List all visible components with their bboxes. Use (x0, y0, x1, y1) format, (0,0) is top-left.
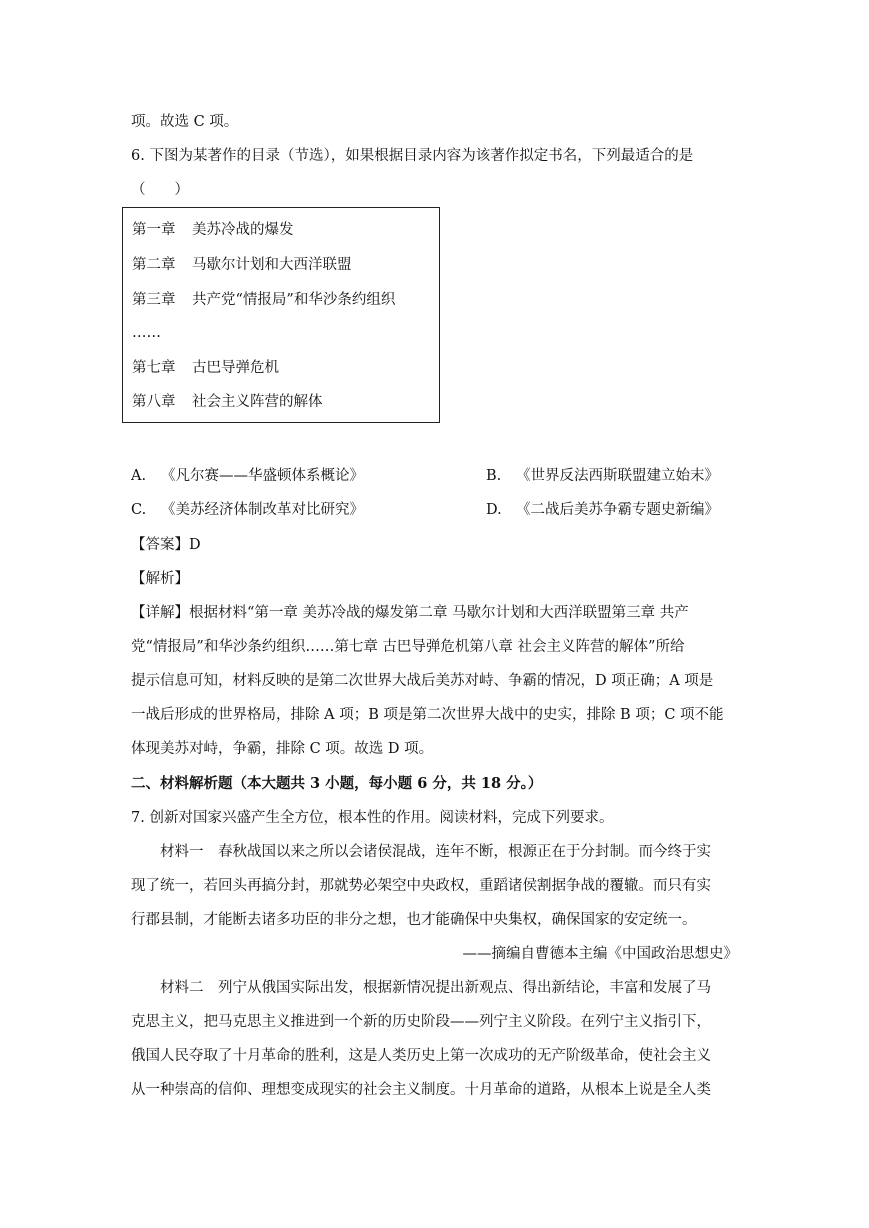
detail-line: 体现美苏对峙，争霸，排除 C 项。故选 D 项。 (131, 741, 434, 757)
detail-line: 提示信息可知，材料反映的是第二次世界大战后美苏对峙、争霸的情况，D 项正确；A 项是 (131, 673, 714, 689)
material-1-source: ——摘编自曹德本主编《中国政治思想史》 (462, 946, 738, 962)
toc-chapter-title: 美苏冷战的爆发 (192, 222, 294, 238)
material-2-line: 材料二 列宁从俄国实际出发，根据新情况提出新观点、得出新结论，丰富和发展了马 (160, 980, 711, 996)
option-label: C. (131, 502, 147, 518)
option-label: A. (131, 468, 147, 484)
material-1-line: 现了统一，若回头再搞分封，那就势必架空中央政权，重蹈诸侯割据争战的覆辙。而只有实 (131, 878, 711, 894)
toc-chapter-title: 社会主义阵营的解体 (192, 394, 323, 410)
toc-chapter-number: 第七章 (132, 360, 176, 376)
option-a (131, 466, 364, 486)
option-label: D. (486, 502, 502, 518)
option-label: B. (486, 468, 502, 484)
option-b (486, 466, 719, 486)
table-of-contents-box (122, 207, 440, 423)
toc-item (132, 255, 352, 275)
toc-item (132, 392, 323, 412)
toc-item (132, 358, 279, 378)
toc-chapter-number: 第一章 (132, 222, 176, 238)
material-1-line: 材料一 春秋战国以来之所以会诸侯混战，连年不断，根源正在于分封制。而今终于实 (160, 844, 711, 860)
toc-chapter-number: 第八章 (132, 394, 176, 410)
toc-chapter-title: 马歇尔计划和大西洋联盟 (192, 257, 352, 273)
toc-chapter-title: 古巴导弹危机 (192, 360, 279, 376)
option-text: 《美苏经济体制改革对比研究》 (161, 502, 364, 518)
material-1-line: 行郡县制，才能断去诸多功臣的非分之想，也才能确保中央集权，确保国家的安定统一。 (131, 912, 697, 928)
option-text: 《二战后美苏争霸专题史新编》 (516, 502, 719, 518)
material-2-line: 从一种崇高的信仰、理想变成现实的社会主义制度。十月革命的道路，从根本上说是全人类 (131, 1082, 711, 1098)
question-6-stem: 6. 下图为某著作的目录（节选），如果根据目录内容为该著作拟定书名，下列最适合的是 (131, 148, 694, 164)
section-2-heading: 二、材料解析题（本大题共 3 小题，每小题 6 分，共 18 分。） (131, 775, 543, 792)
option-text: 《世界反法西斯联盟建立始末》 (516, 468, 719, 484)
detail-line: 党“情报局”和华沙条约组织……第七章 古巴导弹危机第八章 社会主义阵营的解体”所给 (131, 639, 685, 655)
option-d (486, 500, 719, 520)
option-c (131, 500, 364, 520)
question-7-stem: 7. 创新对国家兴盛产生全方位，根本性的作用。阅读材料，完成下列要求。 (131, 810, 614, 826)
previous-answer-tail: 项。故选 C 项。 (131, 114, 239, 130)
toc-ellipsis (132, 323, 161, 343)
toc-item (132, 220, 294, 240)
detail-line: 【详解】根据材料“第一章 美苏冷战的爆发第二章 马歇尔计划和大西洋联盟第三章 共产 (131, 605, 689, 621)
toc-chapter-number: 第三章 (132, 292, 176, 308)
question-6-stem-bracket: （ ） (131, 182, 189, 198)
toc-chapter-title: 共产党“情报局”和华沙条约组织 (192, 292, 396, 308)
toc-ellipsis-text: …… (132, 325, 161, 341)
material-2-line: 克思主义，把马克思主义推进到一个新的历史阶段——列宁主义阶段。在列宁主义指引下， (131, 1014, 711, 1030)
toc-item (132, 290, 395, 310)
detail-line: 一战后形成的世界格局，排除 A 项；B 项是第二次世界大战中的史实，排除 B 项；C 项不能 (131, 707, 724, 723)
toc-chapter-number: 第二章 (132, 257, 176, 273)
option-text: 《凡尔赛——华盛顿体系概论》 (161, 468, 364, 484)
analysis-heading: 【解析】 (131, 571, 189, 587)
material-2-line: 俄国人民夺取了十月革命的胜利，这是人类历史上第一次成功的无产阶级革命，使社会主义 (131, 1048, 711, 1064)
answer-line: 【答案】D (131, 537, 201, 553)
